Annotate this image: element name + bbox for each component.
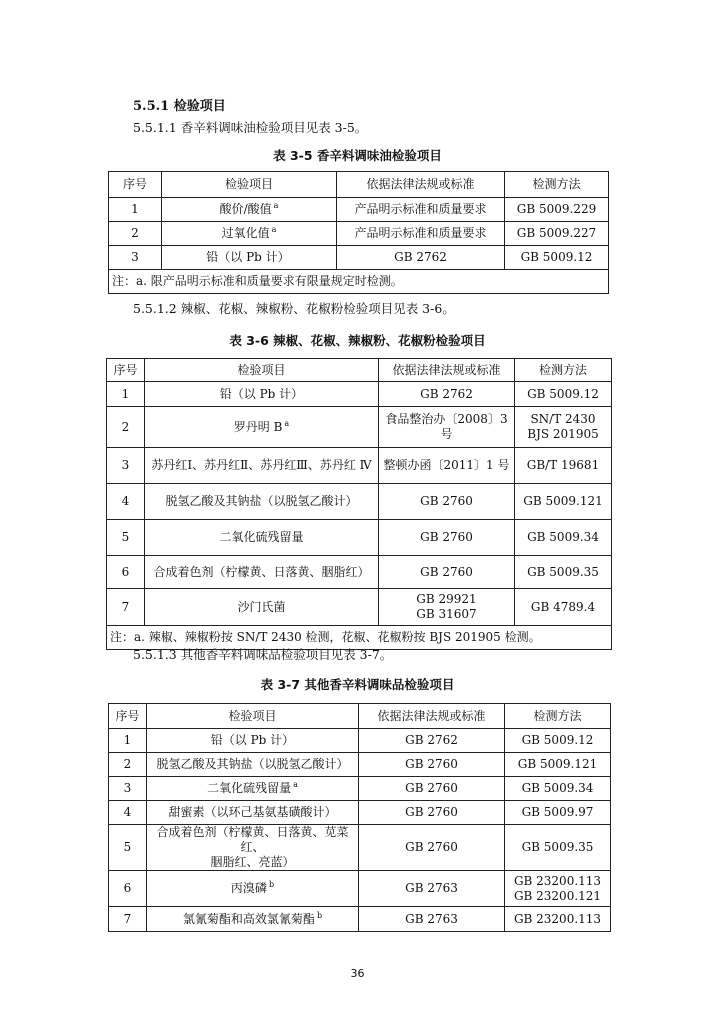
- cell-method: GB 23200.113: [505, 907, 611, 932]
- cell-item: 二氧化硫残留量: [145, 520, 379, 556]
- cell-standard: GB 2763: [359, 907, 505, 932]
- cell-item: 铅（以 Pb 计）: [147, 729, 359, 753]
- table-3-5: [108, 171, 609, 294]
- cell-method: GB 5009.34: [515, 520, 612, 556]
- table-header-row: [109, 172, 609, 198]
- footnote-marker: b: [316, 910, 323, 920]
- cell-method: GB 5009.12: [515, 382, 612, 407]
- cell-standard: GB 2760: [359, 777, 505, 801]
- table-note-row: [109, 270, 609, 294]
- table-3-5-caption: 表 3-5 香辛料调味油检验项目: [273, 148, 442, 163]
- cell-standard: 产品明示标准和质量要求: [337, 198, 505, 222]
- table-row: [109, 222, 609, 246]
- cell-item: 氯氰菊酯和高效氯氰菊酯 $^b$: [147, 907, 359, 932]
- cell-method: GB/T 19681: [515, 448, 612, 484]
- cell-standard: GB 2760: [359, 801, 505, 825]
- table-row: [109, 871, 611, 907]
- column-header-no: 序号: [107, 359, 145, 382]
- cell-standard: 产品明示标准和质量要求: [337, 222, 505, 246]
- cell-no: 1: [107, 382, 145, 407]
- cell-item: 罗丹明 B $^a$: [145, 407, 379, 448]
- cell-method: GB 5009.35: [505, 825, 611, 871]
- cell-item: 铅（以 Pb 计）: [162, 246, 337, 270]
- table-row: [109, 729, 611, 753]
- footnote-marker: a: [284, 418, 290, 428]
- cell-method: GB 5009.121: [515, 484, 612, 520]
- table-3-7-caption: 表 3-7 其他香辛料调味品检验项目: [260, 677, 455, 692]
- cell-item: 铅（以 Pb 计）: [145, 382, 379, 407]
- cell-method: SN/T 2430 BJS 201905: [515, 407, 612, 448]
- cell-standard: GB 2762: [359, 729, 505, 753]
- cell-no: 4: [109, 801, 147, 825]
- table-note: 注：a. 限产品明示标准和质量要求有限量规定时检测。: [109, 270, 609, 294]
- cell-no: 1: [109, 198, 162, 222]
- cell-item: 甜蜜素（以环己基氨基磺酸计）: [147, 801, 359, 825]
- cell-no: 2: [109, 753, 147, 777]
- cell-method: GB 5009.35: [515, 556, 612, 589]
- table-row: [107, 484, 612, 520]
- column-header-standard: 依据法律法规或标准: [379, 359, 515, 382]
- cell-no: 5: [107, 520, 145, 556]
- cell-no: 6: [107, 556, 145, 589]
- paragraph-5-5-1-3: 5.5.1.3 其他香辛料调味品检验项目见表 3-7。: [133, 647, 393, 662]
- cell-no: 3: [107, 448, 145, 484]
- cell-standard: GB 2760: [359, 825, 505, 871]
- footnote-marker: a: [271, 225, 277, 234]
- table-row: [109, 825, 611, 871]
- cell-standard: GB 2760: [379, 484, 515, 520]
- cell-standard: 整顿办函〔2011〕1 号: [379, 448, 515, 484]
- cell-method: GB 5009.12: [505, 246, 609, 270]
- cell-standard: 食品整治办〔2008〕3 号: [379, 407, 515, 448]
- table-row: [109, 801, 611, 825]
- cell-standard: GB 2760: [379, 556, 515, 589]
- cell-method: GB 5009.229: [505, 198, 609, 222]
- cell-no: 5: [109, 825, 147, 871]
- table-row: [107, 382, 612, 407]
- table-row: [109, 753, 611, 777]
- table-row: [107, 448, 612, 484]
- cell-standard: GB 2762: [379, 382, 515, 407]
- table-row: [109, 198, 609, 222]
- cell-standard: GB 2762: [337, 246, 505, 270]
- cell-item: 合成着色剂（柠檬黄、日落黄、苋菜红、 胭脂红、亮蓝）: [147, 825, 359, 871]
- cell-item: 脱氢乙酸及其钠盐（以脱氢乙酸计）: [145, 484, 379, 520]
- table-3-6-caption: 表 3-6 辣椒、花椒、辣椒粉、花椒粉检验项目: [229, 333, 486, 348]
- paragraph-5-5-1-1: 5.5.1.1 香辛料调味油检验项目见表 3-5。: [133, 120, 368, 135]
- column-header-item: 检验项目: [147, 704, 359, 729]
- column-header-method: 检测方法: [515, 359, 612, 382]
- table-header-row: [109, 704, 611, 729]
- footnote-marker: a: [273, 201, 279, 210]
- cell-standard: GB 29921 GB 31607: [379, 589, 515, 626]
- cell-method: GB 5009.227: [505, 222, 609, 246]
- cell-method: GB 4789.4: [515, 589, 612, 626]
- cell-method: GB 5009.34: [505, 777, 611, 801]
- paragraph-5-5-1-2: 5.5.1.2 辣椒、花椒、辣椒粉、花椒粉检验项目见表 3-6。: [133, 301, 455, 316]
- table-3-7: [108, 703, 611, 932]
- cell-item: 过氧化值 $^a$: [162, 222, 337, 246]
- column-header-standard: 依据法律法规或标准: [337, 172, 505, 198]
- cell-standard: GB 2763: [359, 871, 505, 907]
- cell-item: 沙门氏菌: [145, 589, 379, 626]
- cell-method: GB 5009.12: [505, 729, 611, 753]
- cell-method: GB 5009.97: [505, 801, 611, 825]
- page-number: 36: [350, 967, 365, 980]
- table-header-row: [107, 359, 612, 382]
- cell-no: 3: [109, 246, 162, 270]
- cell-no: 4: [107, 484, 145, 520]
- column-header-method: 检测方法: [505, 704, 611, 729]
- cell-no: 2: [109, 222, 162, 246]
- cell-method: GB 23200.113 GB 23200.121: [505, 871, 611, 907]
- footnote-marker: b: [268, 880, 275, 889]
- column-header-item: 检验项目: [145, 359, 379, 382]
- table-note: 注：a. 辣椒、辣椒粉按 SN/T 2430 检测，花椒、花椒粉按 BJS 201905 检测。: [107, 626, 612, 650]
- cell-no: 7: [109, 907, 147, 932]
- footnote-marker: a: [293, 780, 298, 789]
- cell-item: 丙溴磷 $^b$: [147, 871, 359, 907]
- table-row: [109, 907, 611, 932]
- column-header-no: 序号: [109, 172, 162, 198]
- column-header-no: 序号: [109, 704, 147, 729]
- cell-item: 二氧化硫残留量 $^a$: [147, 777, 359, 801]
- cell-no: 7: [107, 589, 145, 626]
- cell-no: 1: [109, 729, 147, 753]
- cell-standard: GB 2760: [379, 520, 515, 556]
- table-row: [109, 246, 609, 270]
- table-3-6: [106, 358, 612, 650]
- column-header-item: 检验项目: [162, 172, 337, 198]
- table-row: [107, 407, 612, 448]
- cell-standard: GB 2760: [359, 753, 505, 777]
- cell-item: 脱氢乙酸及其钠盐（以脱氢乙酸计）: [147, 753, 359, 777]
- cell-item: 酸价/酸值 $^a$: [162, 198, 337, 222]
- section-heading: 5.5.1 检验项目: [133, 99, 226, 114]
- table-row: [107, 520, 612, 556]
- table-row: [107, 589, 612, 626]
- cell-no: 6: [109, 871, 147, 907]
- cell-no: 2: [107, 407, 145, 448]
- cell-item: 苏丹红Ⅰ、苏丹红Ⅱ、苏丹红Ⅲ、苏丹红 Ⅳ: [145, 448, 379, 484]
- table-row: [109, 777, 611, 801]
- column-header-method: 检测方法: [505, 172, 609, 198]
- column-header-standard: 依据法律法规或标准: [359, 704, 505, 729]
- cell-item: 合成着色剂（柠檬黄、日落黄、胭脂红）: [145, 556, 379, 589]
- table-row: [107, 556, 612, 589]
- cell-no: 3: [109, 777, 147, 801]
- cell-method: GB 5009.121: [505, 753, 611, 777]
